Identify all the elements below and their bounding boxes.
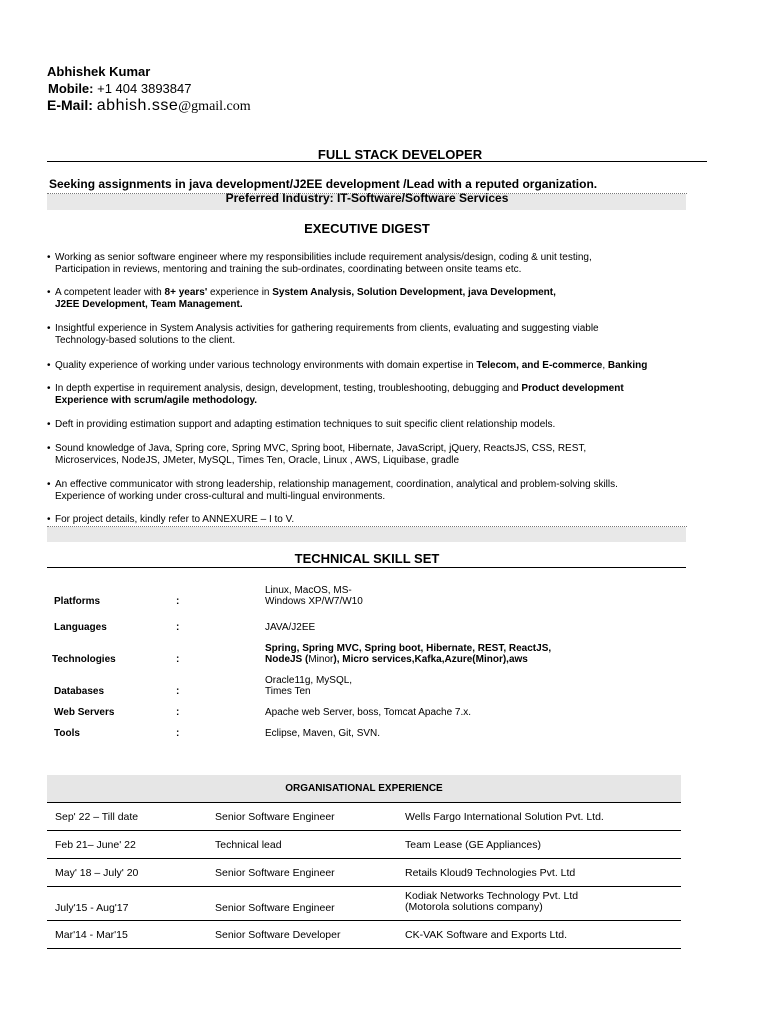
- bullet-text: Working as senior software engineer where my responsibilities include requirement analysis/design, coding & unit testing,: [55, 252, 592, 263]
- bullet-text: Microservices, NodeJS, JMeter, MySQL, Times Ten, Oracle, Linux , AWS, Liquibase, gradle: [55, 454, 460, 466]
- bullet-text: Technology-based solutions to the client.: [55, 334, 236, 346]
- experience-period: Sep' 22 – Till date: [55, 811, 139, 823]
- email-label: E-Mail:: [47, 97, 93, 113]
- table-row-divider: [47, 948, 681, 949]
- title-underline: [47, 161, 707, 162]
- experience-period: Mar'14 - Mar'15: [55, 929, 128, 941]
- digest-band: [47, 527, 686, 542]
- bullet-icon: •: [47, 514, 51, 525]
- table-row-divider: [47, 802, 681, 803]
- email-user: abhish.sse: [96, 97, 179, 114]
- bullet-text: Participation in reviews, mentoring and training the sub-ordinates, coordinating between onsite teams etc.: [55, 263, 522, 275]
- executive-digest-title: EXECUTIVE DIGEST: [304, 221, 430, 236]
- experience-role: Senior Software Engineer: [215, 902, 335, 914]
- bullet-icon: •: [47, 252, 51, 263]
- experience-role: Senior Software Engineer: [215, 867, 335, 879]
- skill-label-web-servers: Web Servers: [54, 707, 115, 718]
- skill-colon: :: [176, 707, 180, 718]
- bullet-text: Insightful experience in System Analysis activities for gathering requirements from clients, evaluating and suggesting viable: [55, 323, 599, 334]
- job-title: FULL STACK DEVELOPER: [317, 147, 483, 162]
- experience-title: ORGANISATIONAL EXPERIENCE: [285, 783, 443, 794]
- objective-statement: Seeking assignments in java development/J2EE development /Lead with a reputed organization.: [49, 177, 598, 191]
- skills-underline: [47, 567, 686, 568]
- bullet-text: An effective communicator with strong leadership, relationship management, coordination, analytical and problem-solving skills.: [55, 479, 618, 490]
- skill-value-tools: Eclipse, Maven, Git, SVN.: [265, 728, 381, 739]
- bullet-icon: •: [47, 360, 51, 371]
- bullet-icon: •: [47, 419, 51, 430]
- experience-company: Kodiak Networks Technology Pvt. Ltd (Motorola solutions company): [405, 890, 579, 913]
- bullet-icon: •: [47, 479, 51, 490]
- experience-period: May' 18 – July' 20: [55, 867, 139, 879]
- experience-company: Team Lease (GE Appliances): [405, 839, 541, 851]
- skill-label-platforms: Platforms: [54, 596, 101, 607]
- skill-value-languages: JAVA/J2EE: [265, 622, 316, 633]
- email-domain: @gmail.com: [178, 99, 251, 114]
- skill-label-languages: Languages: [54, 622, 107, 633]
- bullet-text: A competent leader with 8+ years' experience in System Analysis, Solution Development, java Development,: [55, 287, 556, 298]
- experience-company: Wells Fargo International Solution Pvt. Ltd.: [405, 811, 604, 823]
- mobile-label: Mobile:: [48, 81, 94, 96]
- candidate-name: Abhishek Kumar: [47, 64, 151, 79]
- bullet-text: Sound knowledge of Java, Spring core, Spring MVC, Spring boot, Hibernate, JavaScript, jQuery, ReactsJS, CSS, REST,: [55, 443, 587, 454]
- experience-role: Senior Software Developer: [215, 929, 341, 941]
- bullet-text: For project details, kindly refer to ANNEXURE – I to V.: [55, 514, 295, 525]
- bullet-text: Deft in providing estimation support and adapting estimation techniques to suit specific client relationship models.: [55, 419, 556, 430]
- skill-label-tools: Tools: [54, 728, 80, 739]
- preferred-industry: Preferred Industry: IT-Software/Software Services: [225, 191, 509, 205]
- table-row-divider: [47, 858, 681, 859]
- experience-period: July'15 - Aug'17: [55, 902, 129, 914]
- bullet-text: In depth expertise in requirement analysis, design, development, testing, troubleshooting, debugging and Product development: [55, 383, 624, 394]
- skill-colon: :: [176, 686, 180, 697]
- table-row-divider: [47, 886, 681, 887]
- bullet-icon: •: [47, 287, 51, 298]
- experience-role: Technical lead: [215, 839, 282, 851]
- skill-label-technologies: Technologies: [52, 654, 116, 665]
- bullet-icon: •: [47, 443, 51, 454]
- experience-period: Feb 21– June' 22: [55, 839, 136, 851]
- bullet-text: J2EE Development, Team Management.: [55, 298, 243, 310]
- skill-value-technologies: Spring, Spring MVC, Spring boot, Hibernate, REST, ReactJS, NodeJS (Minor), Micro services,Kafka,Azure(Minor),aws: [265, 643, 552, 665]
- skill-value-web-servers: Apache web Server, boss, Tomcat Apache 7.x.: [265, 707, 472, 718]
- skill-value-databases: Oracle11g, MySQL, Times Ten: [265, 675, 353, 697]
- experience-header: [47, 775, 681, 802]
- mobile-value: +1 404 3893847: [97, 81, 192, 96]
- technical-skills-title: TECHNICAL SKILL SET: [294, 551, 440, 566]
- table-row-divider: [47, 830, 681, 831]
- table-row-divider: [47, 920, 681, 921]
- experience-role: Senior Software Engineer: [215, 811, 335, 823]
- skill-label-databases: Databases: [54, 686, 105, 697]
- bullet-text: Quality experience of working under various technology environments with domain expertise in Telecom, and E-commerce, Banking: [55, 360, 648, 371]
- bullet-text: Experience of working under cross-cultural and multi-lingual environments.: [55, 490, 386, 502]
- email-line: [47, 97, 251, 115]
- experience-company: CK-VAK Software and Exports Ltd.: [405, 929, 568, 941]
- skill-colon: :: [176, 622, 180, 633]
- bullet-icon: •: [47, 323, 51, 334]
- experience-company: Retails Kloud9 Technologies Pvt. Ltd: [405, 867, 576, 879]
- skill-value-platforms: Linux, MacOS, MS- Windows XP/W7/W10: [265, 585, 363, 607]
- skill-colon: :: [176, 596, 180, 607]
- skill-colon: :: [176, 728, 180, 739]
- mobile-line: [48, 81, 191, 96]
- bullet-text: Experience with scrum/agile methodology.: [55, 394, 258, 406]
- skill-colon: :: [176, 654, 180, 665]
- bullet-icon: •: [47, 383, 51, 394]
